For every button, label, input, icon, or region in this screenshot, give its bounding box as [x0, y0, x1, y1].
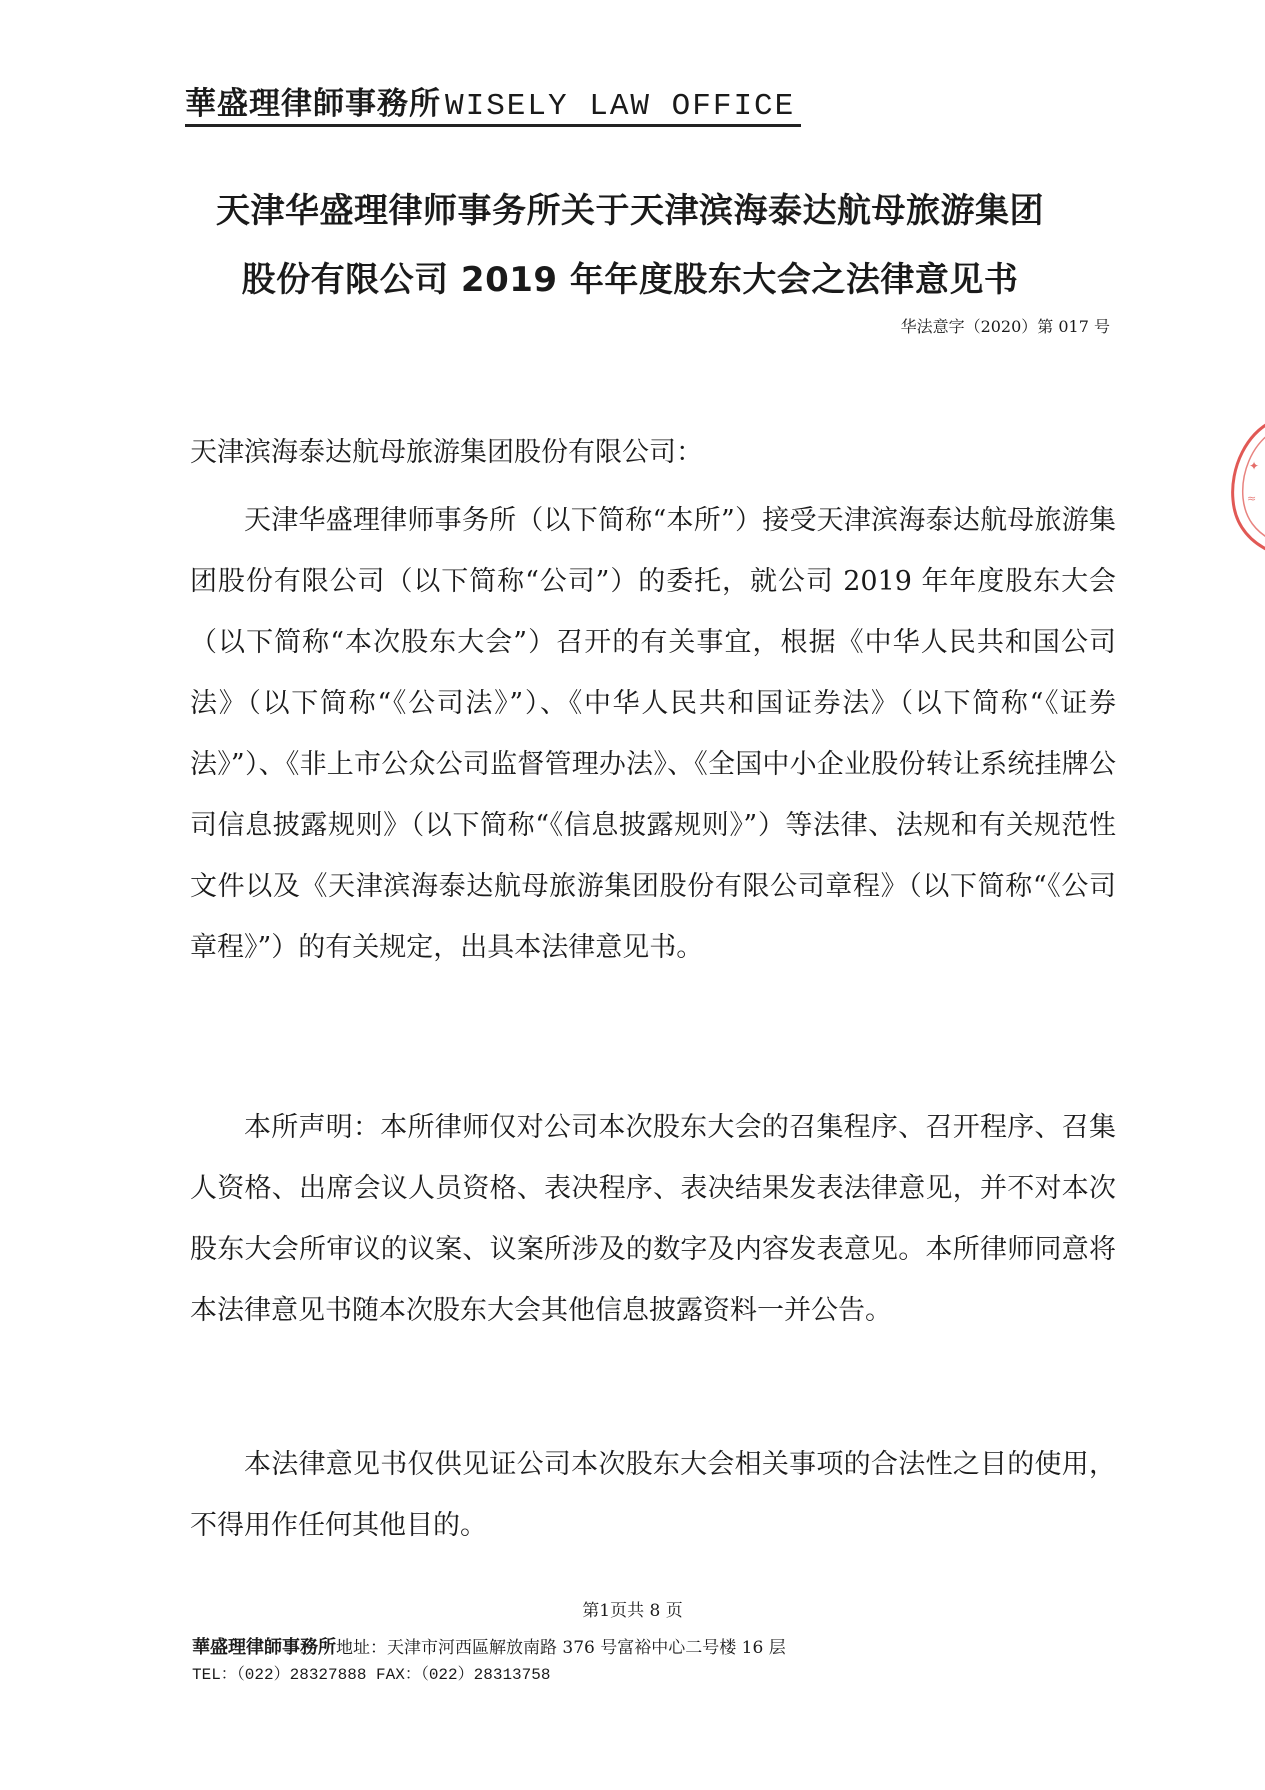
paragraph-2-text: 本所声明：本所律师仅对公司本次股东大会的召集程序、召开程序、召集人资格、出席会议人员资格、表决程序、表决结果发表法律意见，并不对本次股东大会所审议的议案、议案所涉及的数字及内容发表意见。本所律师同意将本法律意见书随本次股东大会其他信息披露资料一并公告。 — [190, 1112, 1116, 1326]
paragraph-3 — [190, 1434, 1116, 1556]
title-line-2: 股份有限公司 2019 年年度股东大会之法律意见书 — [241, 260, 1019, 300]
paragraph-1-text: 天津华盛理律师事务所（以下简称“本所”）接受天津滨海泰达航母旅游集团股份有限公司（以下简称“公司”）的委托，就公司 2019 年年度股东大会（以下简称“本次股东大会”）召开的有关事宜，根据《中华人民共和国公司法》（以下简称“《公司法》”）、《中华人民共和国证券法》（以下简称“《证券法》”）、《非上市公众公司监督管理办法》、《全国中小企业股份转让系统挂牌公司信息披露规则》（以下简称“《信息披露规则》”）等法律、法规和有关规范性文件以及《天津滨海泰达航母旅游集团股份有限公司章程》（以下简称“《公司章程》”）的有关规定，出具本法律意见书。 — [190, 505, 1116, 963]
svg-text:✦: ✦ — [1249, 459, 1260, 473]
letterhead-firm-cn: 華盛理律師事務所 — [185, 86, 441, 122]
seal-stamp-partial — [1225, 410, 1265, 560]
letterhead-firm-en: WISELY LAW OFFICE — [445, 89, 796, 124]
footer-address: 地址：天津市河西區解放南路 376 号富裕中心二号楼 16 层 — [336, 1638, 786, 1658]
footer-address-line — [192, 1633, 786, 1659]
footer-contact: TEL：（022）28327888 FAX：（022）28313758 — [192, 1666, 551, 1684]
document-number: 华法意字（2020）第 017 号 — [900, 317, 1110, 336]
paragraph-2 — [190, 1097, 1116, 1341]
footer-firm-name: 華盛理律師事務所 — [192, 1637, 336, 1658]
paragraph-3-text: 本法律意见书仅供见证公司本次股东大会相关事项的合法性之目的使用，不得用作任何其他目的。 — [190, 1449, 1116, 1541]
letterhead — [185, 78, 801, 127]
addressee: 天津滨海泰达航母旅游集团股份有限公司： — [190, 437, 703, 468]
title-line-1: 天津华盛理律师事务所关于天津滨海泰达航母旅游集团 — [216, 191, 1044, 231]
page-number: 第1页共 8 页 — [582, 1601, 683, 1621]
paragraph-1 — [190, 490, 1116, 978]
svg-text:≈: ≈ — [1247, 492, 1257, 505]
